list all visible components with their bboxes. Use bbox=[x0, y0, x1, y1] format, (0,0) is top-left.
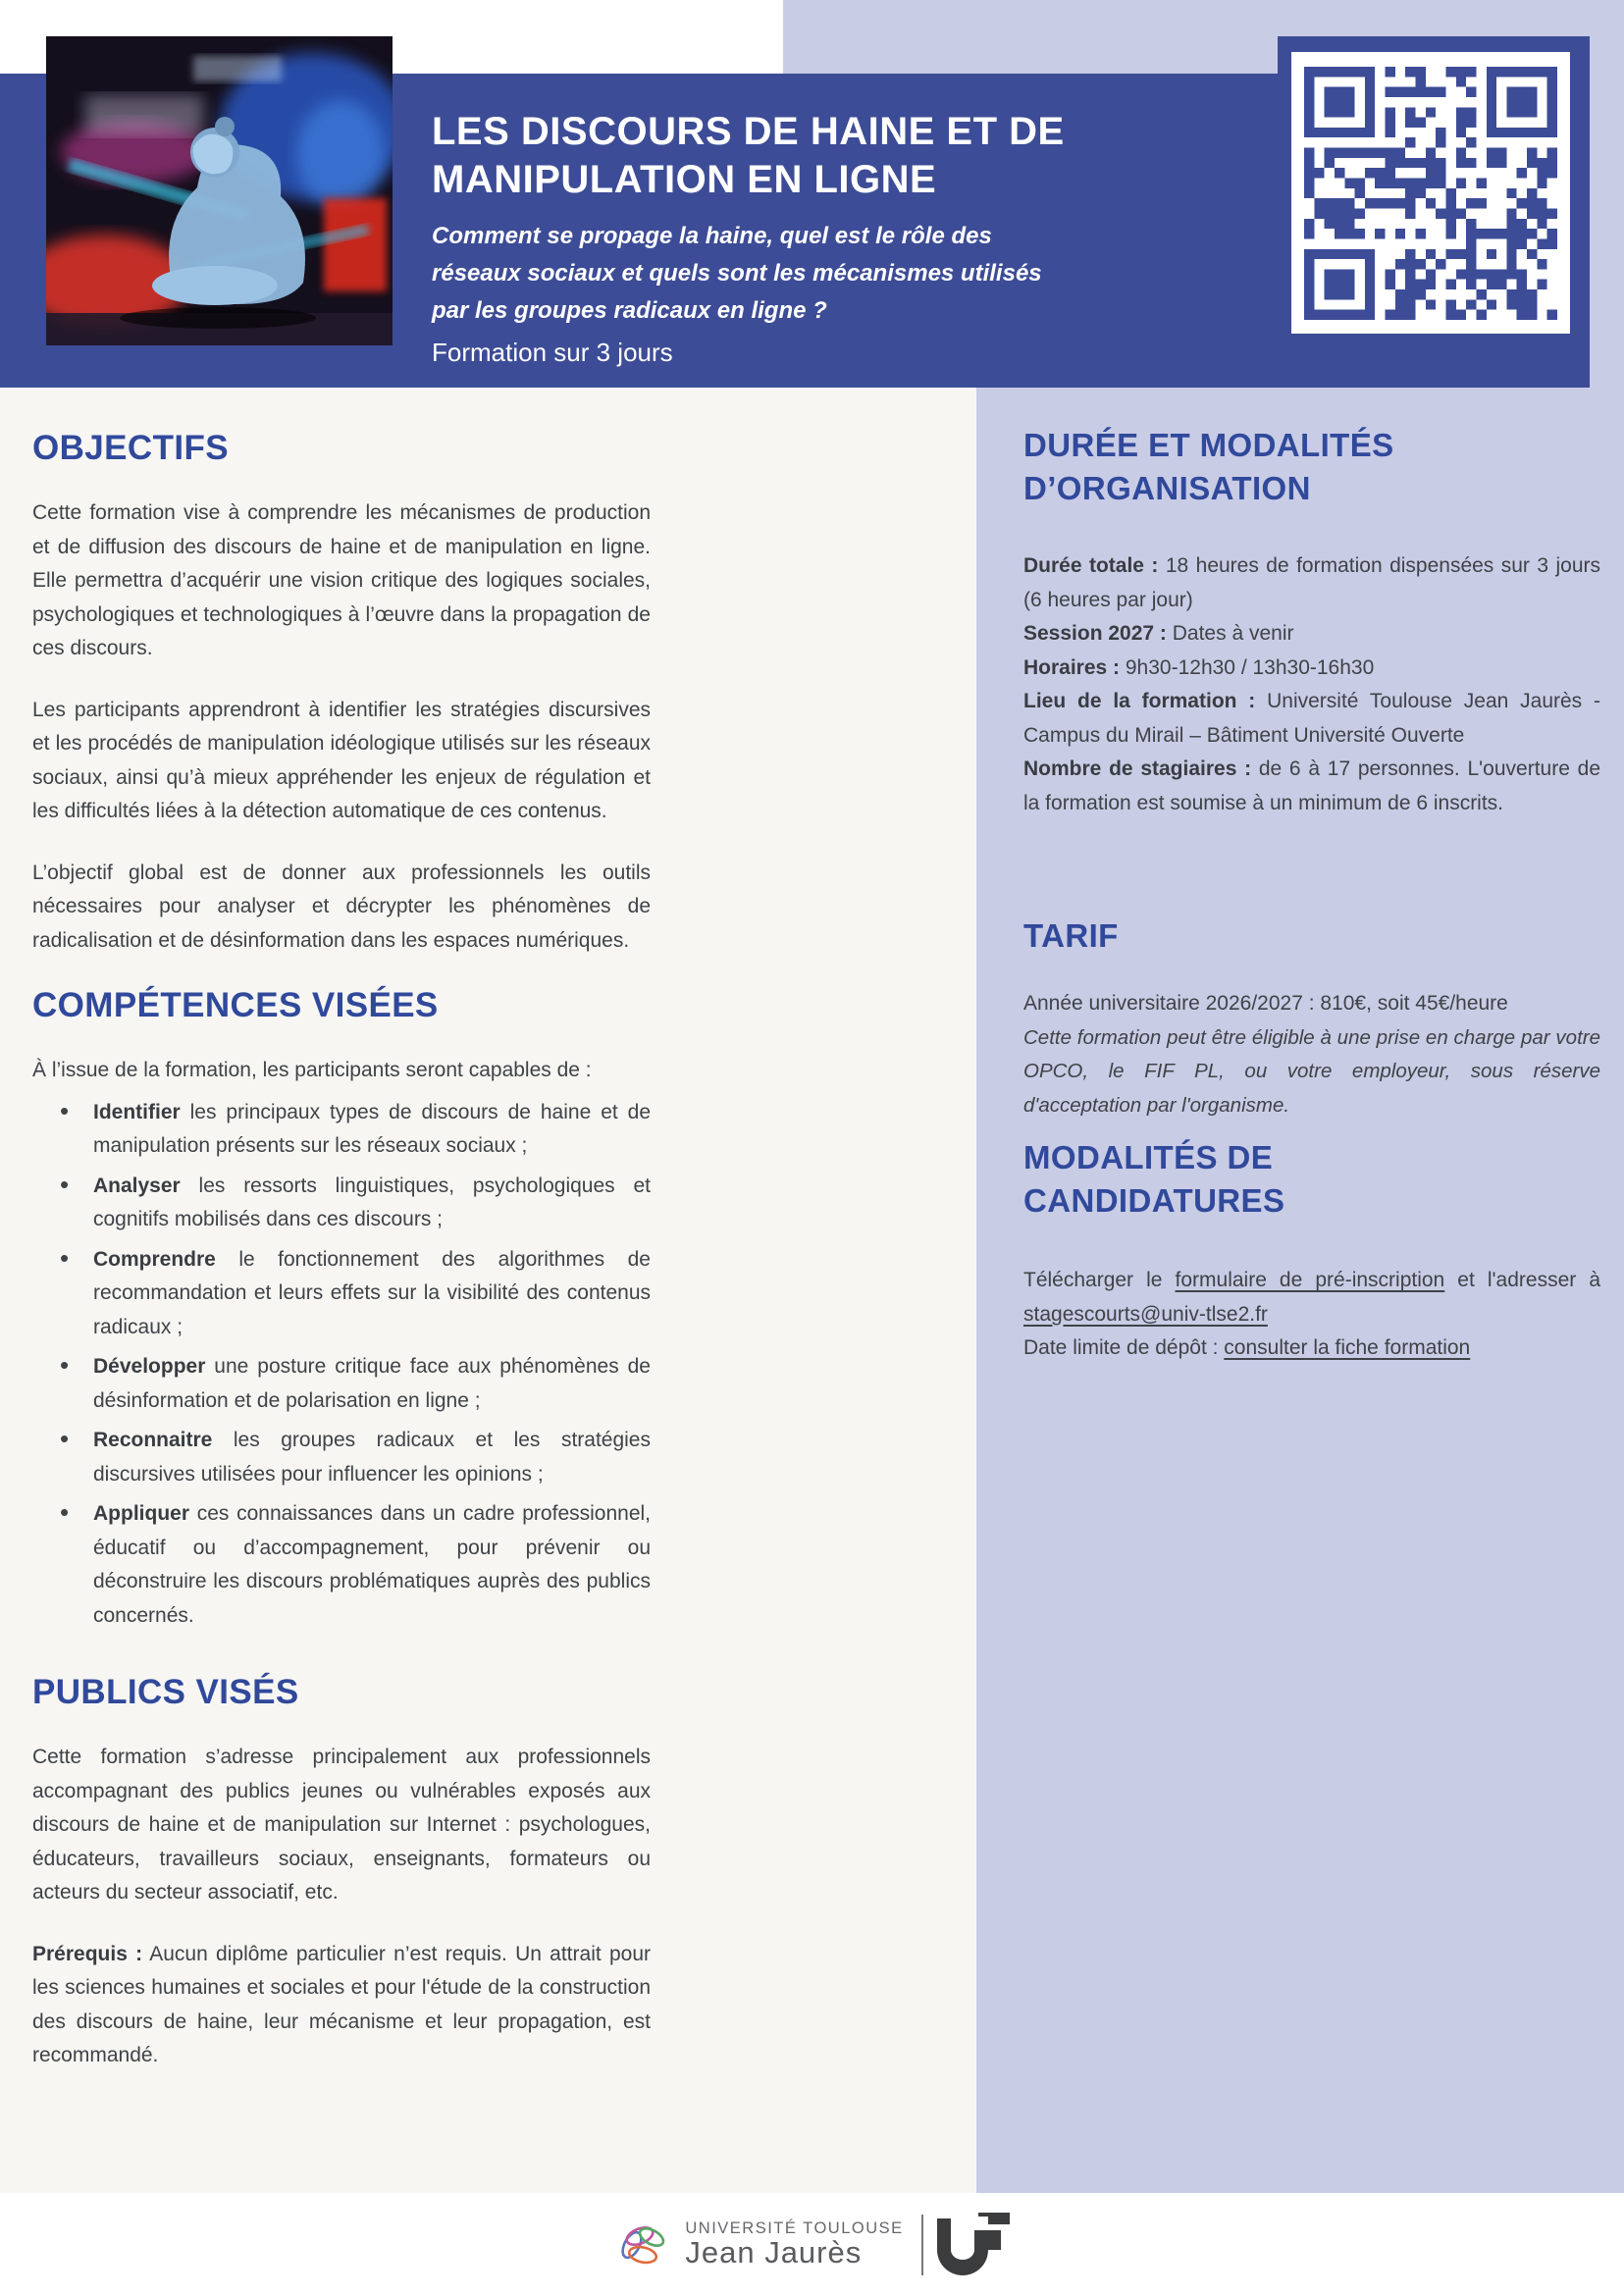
aside-column bbox=[1023, 424, 1600, 1366]
section-heading-objectifs: OBJECTIFS bbox=[32, 429, 230, 467]
preinscription-form-link[interactable]: formulaire de pré-inscription bbox=[1175, 1269, 1445, 1291]
duree-detail-item: Lieu de la formation : Université Toulouse Jean Jaurès - Campus du Mirail – Bâtiment Université Ouverte bbox=[1023, 690, 1600, 747]
duree-heading-line2: D’ORGANISATION bbox=[1023, 470, 1311, 506]
university-name: Jean Jaurès bbox=[685, 2234, 863, 2270]
bullet-lead: Appliquer bbox=[93, 1502, 189, 1525]
competence-bullet: • Analyser les ressorts linguistiques, psychologiques et cognitifs mobilisés dans ces discours ; bbox=[32, 1170, 651, 1237]
section-heading-tarif: TARIF bbox=[1023, 917, 1119, 954]
duree-detail-item: Session 2027 : Dates à venir bbox=[1023, 622, 1294, 645]
duree-detail-item: Horaires : 9h30-12h30 / 13h30-16h30 bbox=[1023, 655, 1375, 679]
candidatures-heading-line1: MODALITÉS DE bbox=[1023, 1139, 1274, 1175]
email-link[interactable]: stagescourts@univ-tlse2.fr bbox=[1023, 1302, 1268, 1326]
bullet-lead: Reconnaitre bbox=[93, 1429, 213, 1451]
duration-note: Formation sur 3 jours bbox=[432, 338, 673, 367]
candidatures-heading-line2: CANDIDATURES bbox=[1023, 1182, 1285, 1219]
duree-detail-item: Nombre de stagiaires : de 6 à 17 personnes. L'ouverture de la formation est soumise à un minimum de 6 inscrits. bbox=[1023, 757, 1600, 814]
detail-label: Session 2027 : bbox=[1023, 622, 1167, 645]
logo-divider bbox=[921, 2215, 923, 2275]
qr-panel bbox=[1291, 52, 1570, 334]
publics-paragraph: Cette formation s’adresse principalement aux professionnels accompagnant des publics jeunes ou vulnérables exposés aux discours de haine et de manipulation sur Internet : psychologues, éducateurs, travailleurs sociaux, enseignants, formateurs ou acteurs du secteur associatif, etc. bbox=[32, 1746, 651, 1904]
main-content-column bbox=[32, 428, 651, 2101]
flower-logo-icon bbox=[612, 2214, 675, 2276]
university-logo-text bbox=[685, 2219, 903, 2270]
competences-intro: À l’issue de la formation, les participants seront capables de : bbox=[32, 1059, 592, 1081]
university-name-small: UNIVERSITÉ TOULOUSE bbox=[685, 2218, 904, 2237]
objectifs-paragraph-1: Cette formation vise à comprendre les mécanismes de production et de diffusion des discours de haine et de manipulation en ligne. Elle permettra d’acquérir une vision critique des logiques sociales, psychologiques et technologiques à l’œuvre dans la propagation de ces discours. bbox=[32, 501, 651, 659]
bullet-lead: Comprendre bbox=[93, 1247, 216, 1271]
page-title-line1: LES DISCOURS DE HAINE ET DE bbox=[432, 110, 1065, 153]
candidatures-text: Télécharger le bbox=[1023, 1269, 1176, 1291]
header-text-block bbox=[432, 108, 1236, 369]
qr-code-icon bbox=[1304, 67, 1557, 320]
page-title bbox=[432, 108, 1236, 204]
candidatures-line2 bbox=[1023, 1331, 1600, 1366]
competence-bullet: • Reconnaitre les groupes radicaux et les stratégies discursives utilisées pour influencer les opinions ; bbox=[32, 1424, 651, 1491]
detail-label: Durée totale : bbox=[1023, 554, 1159, 577]
section-heading-publics: PUBLICS VISÉS bbox=[32, 1673, 299, 1711]
competence-bullet: • Comprendre le fonctionnement des algorithmes de recommandation et leurs effets sur la visibilité des contenus radicaux ; bbox=[32, 1243, 651, 1345]
competence-bullet: • Identifier les principaux types de discours de haine et de manipulation présents sur les réseaux sociaux ; bbox=[32, 1096, 651, 1164]
duree-detail-item: Durée totale : 18 heures de formation dispensées sur 3 jours (6 heures par jour) bbox=[1023, 554, 1600, 611]
candidatures-block bbox=[1023, 1264, 1600, 1366]
objectifs-paragraph-3: L’objectif global est de donner aux professionnels les outils nécessaires pour analyser et décrypter les phénomènes de radicalisation et de désinformation dans les espaces numériques. bbox=[32, 861, 651, 952]
footer bbox=[0, 2193, 1624, 2296]
detail-label: Nombre de stagiaires : bbox=[1023, 757, 1252, 780]
hero-photo bbox=[46, 36, 393, 345]
university-logo bbox=[612, 2213, 1011, 2277]
subtitle: Comment se propage la haine, quel est le rôle des réseaux sociaux et quels sont les mécanismes utilisés par les groupes radicaux en ligne ? bbox=[432, 223, 1042, 324]
bullet-lead: Développer bbox=[93, 1355, 206, 1378]
bullet-lead: Identifier bbox=[93, 1100, 181, 1123]
fiche-formation-link[interactable]: consulter la fiche formation bbox=[1224, 1336, 1471, 1359]
deadline-label: Date limite de dépôt : bbox=[1023, 1336, 1225, 1359]
candidatures-text: et l'adresser à bbox=[1444, 1269, 1600, 1291]
tarif-note: Cette formation peut être éligible à une prise en charge par votre OPCO, le FIF PL, ou votre employeur, sous réserve d'acceptation par l'organisme. bbox=[1023, 1025, 1600, 1117]
tarif-price: Année universitaire 2026/2027 : 810€, soit 45€/heure bbox=[1023, 992, 1508, 1015]
objectifs-paragraph-2: Les participants apprendront à identifier les stratégies discursives et les procédés de manipulation idéologique utilisés sur les réseaux sociaux, ainsi qu’à mieux appréhender les enjeux de régulation et les difficultés liées à la détection automatique de ces contenus. bbox=[32, 698, 651, 822]
ut-logo-icon bbox=[937, 2213, 1012, 2277]
detail-label: Lieu de la formation : bbox=[1023, 690, 1256, 712]
prerequis-paragraph bbox=[32, 1938, 651, 2073]
competence-bullet: • Appliquer ces connaissances dans un cadre professionnel, éducatif ou d’accompagnement, pour prévenir ou déconstruire les discours problématiques auprès des publics concernés. bbox=[32, 1497, 651, 1633]
bullet-lead: Analyser bbox=[93, 1174, 181, 1197]
candidatures-line1 bbox=[1023, 1264, 1600, 1331]
section-heading-duree bbox=[1023, 424, 1600, 510]
section-heading-candidatures bbox=[1023, 1136, 1600, 1223]
hero-photo-illustration bbox=[46, 36, 393, 345]
competences-bullet-list bbox=[32, 1096, 651, 1634]
section-heading-competences: COMPÉTENCES VISÉES bbox=[32, 986, 439, 1024]
detail-label: Horaires : bbox=[1023, 655, 1121, 679]
prerequis-label: Prérequis : bbox=[32, 1942, 143, 1965]
page-title-line2: MANIPULATION EN LIGNE bbox=[432, 158, 937, 201]
duree-heading-line1: DURÉE ET MODALITÉS bbox=[1023, 427, 1394, 463]
duree-details bbox=[1023, 549, 1600, 820]
prerequis-text: Aucun diplôme particulier n’est requis. Un attrait pour les sciences humaines et sociales et pour l'étude de la construction des discours de haine, leur mécanisme et leur propagation, est recommandé. bbox=[32, 1942, 651, 2066]
competence-bullet: • Développer une posture critique face aux phénomènes de désinformation et de polarisation en ligne ; bbox=[32, 1350, 651, 1418]
